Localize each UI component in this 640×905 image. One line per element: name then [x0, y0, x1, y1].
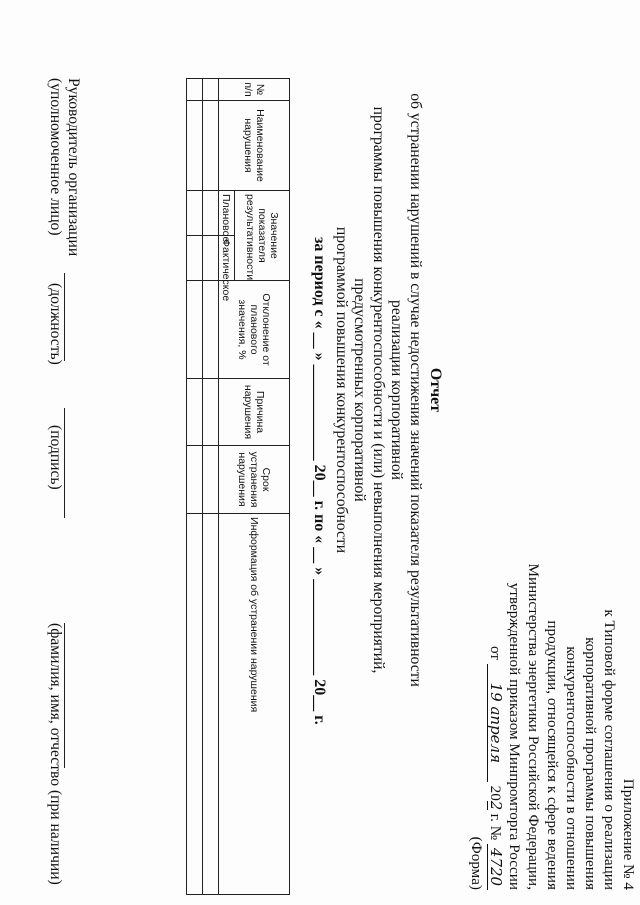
table-cell	[203, 281, 219, 379]
name-caption: (фамилия, имя, отчество (при наличии)	[47, 623, 64, 885]
position-line	[64, 273, 65, 361]
table-cell	[187, 236, 203, 281]
table-cell	[187, 514, 203, 895]
signature-caption: (подпись)	[47, 425, 64, 490]
table-cell	[203, 101, 219, 191]
subtitle-line: об устранении нарушений в случае недостижения значений показателя результативности реализации корпоративной	[388, 93, 424, 687]
table-cell	[203, 514, 219, 895]
table-cell	[203, 379, 219, 446]
report-subtitle	[332, 72, 425, 708]
subtitle-line: программы повышения конкурентоспособности и (или) невыполнения мероприятий, предусмотренных корпоративной	[351, 106, 387, 674]
from-label: от	[487, 645, 504, 661]
header-planned: Плановое	[219, 191, 235, 236]
header-info: Информация об устранении нарушения	[219, 514, 290, 895]
appendix-line: к Типовой форме соглашения о реализации	[601, 609, 618, 890]
year-suffix: г. №	[487, 813, 504, 841]
header-reason: Причина нарушения	[219, 379, 290, 446]
table-cell	[187, 446, 203, 514]
name-line	[64, 623, 65, 768]
form-label: (Форма)	[468, 836, 485, 890]
appendix-line: продукции, относящейся к сфере ведения	[544, 620, 561, 890]
table-cell	[203, 79, 219, 101]
appendix-line: конкурентоспособности в отношении	[563, 646, 580, 890]
header-actual: Фактическое	[219, 236, 235, 281]
order-date-line	[486, 500, 505, 890]
table-row	[187, 79, 203, 895]
table-cell	[187, 379, 203, 446]
report-title: Отчет	[427, 367, 444, 413]
header-indicator: Значение показателя результативности	[235, 191, 290, 281]
handwritten-number: 4720	[487, 844, 503, 890]
appendix-line: корпоративной программы повышения	[582, 637, 599, 890]
appendix-line: Министерства энергетики Российской Федерации,	[525, 563, 542, 890]
appendix-line: Приложение № 4	[620, 778, 637, 890]
header-deviation: Отклонение от планового значения, %	[219, 281, 290, 379]
table-cell	[187, 101, 203, 191]
handwritten-date: 19 апреля	[487, 664, 503, 782]
table-cell	[187, 79, 203, 101]
head-subtitle: (уполномоченное лицо)	[47, 78, 64, 236]
handwritten-year: 2	[487, 800, 505, 811]
header-num: № п/п	[219, 79, 290, 101]
table-cell	[187, 191, 203, 236]
appendix-line: утвержденной приказом Минпромторга России	[506, 582, 523, 890]
signature-line	[64, 408, 65, 518]
position-caption: (должность)	[47, 283, 64, 365]
table-cell	[203, 191, 219, 236]
table-row	[203, 79, 219, 895]
appendix-block	[467, 500, 638, 890]
violations-table	[186, 78, 290, 895]
table-cell	[203, 446, 219, 514]
subtitle-line: программой повышения конкурентоспособности	[333, 226, 350, 554]
header-name: Наименование нарушения	[219, 101, 290, 191]
table-cell	[203, 236, 219, 281]
report-period: за период с « __ » ____________ 20__ г. по « __ » ____________ 20__ г.	[311, 237, 328, 725]
head-title: Руководитель организации	[65, 78, 82, 257]
year-prefix: 20	[487, 785, 504, 801]
header-deadline: Срок устранения нарушения	[219, 446, 290, 514]
table-cell	[187, 281, 203, 379]
